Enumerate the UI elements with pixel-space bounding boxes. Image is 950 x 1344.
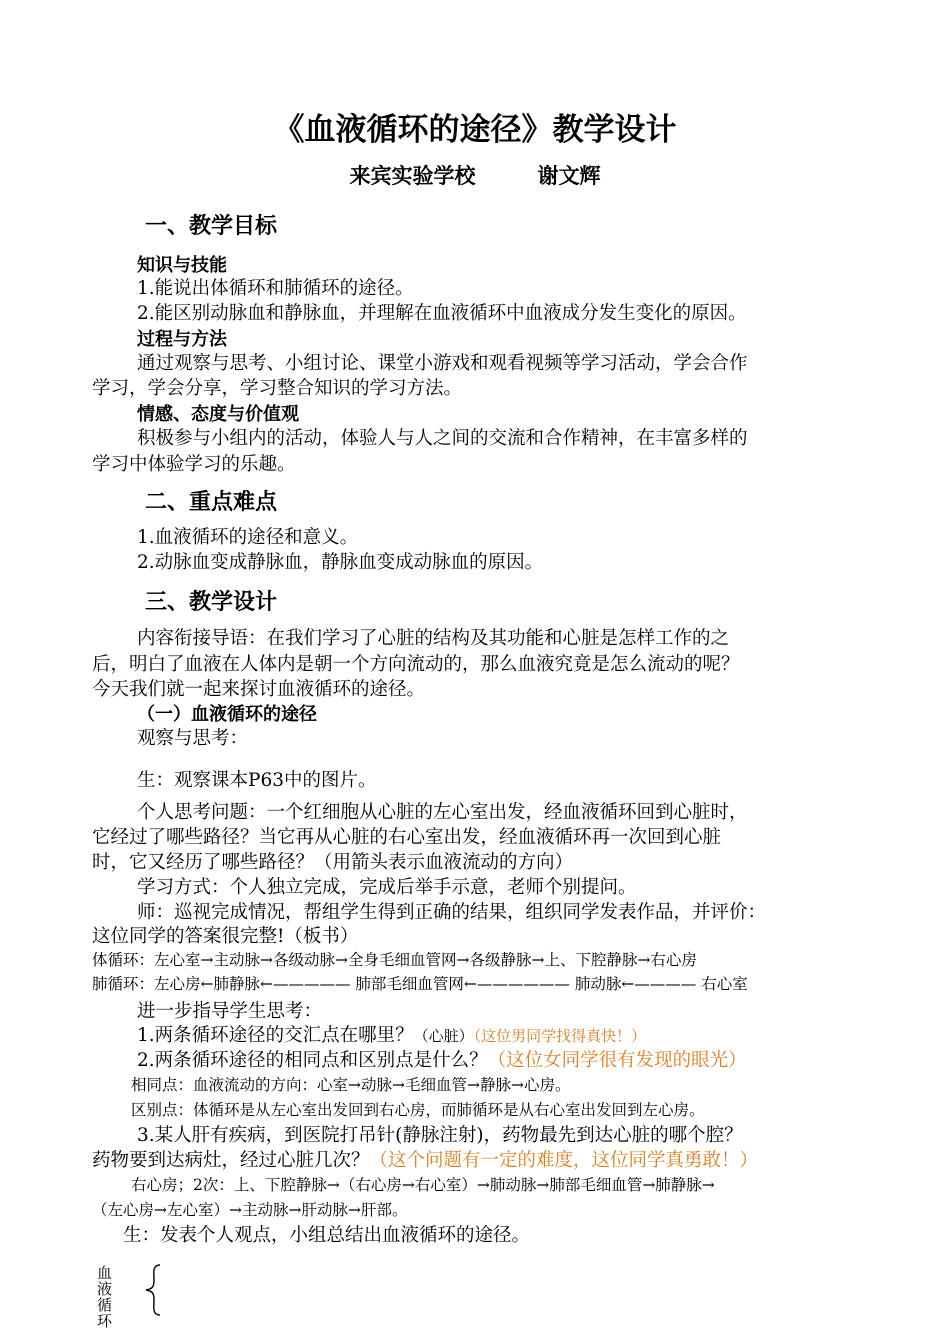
question-1 (137, 1021, 646, 1047)
answer-3-line-1: 右心房；2次：上、下腔静脉→（右心房→右心室）→肺动脉→肺部毛细血管→肺静脉→ (131, 1176, 715, 1194)
question-3b (92, 1146, 758, 1172)
further-guidance: 进一步指导学生思考： (137, 1001, 323, 1022)
process-text-2: 学习，学会分享，学习整合知识的学习方法。 (92, 378, 463, 399)
question-2 (137, 1046, 747, 1072)
think-text-3: 时，它又经历了哪些路径？（用箭头表示血液流动的方向） (92, 852, 574, 873)
key-point-2: 2.动脉血变成静脉血，静脉血变成动脉血的原因。 (137, 552, 544, 573)
school-name: 来宾实验学校 (349, 163, 476, 188)
section-heading-goals: 一、教学目标 (145, 213, 278, 239)
question-3-praise: （这个问题有一定的难度，这位同学真勇敢！） (369, 1150, 759, 1171)
document-byline (0, 160, 950, 190)
difference-point: 区别点：体循环是从左心室出发回到右心房，而肺循环是从右心室出发回到左心房。 (131, 1101, 705, 1119)
subheading-emotion: 情感、态度与价值观 (137, 404, 299, 425)
question-1-praise: （这位男同学找得真快！） (473, 1027, 647, 1045)
vertical-label-blood-circulation: 血 液 循 环 (97, 1264, 113, 1330)
method-text: 学习方式：个人独立完成，完成后举手示意，老师个别提问。 (137, 877, 637, 898)
emotion-text-1: 积极参与小组内的活动，体验人与人之间的交流和合作精神，在丰富多样的 (137, 428, 748, 449)
subheading-process: 过程与方法 (137, 329, 227, 350)
intro-text-3: 今天我们就一起来探讨血液循环的途径。 (92, 679, 426, 700)
observe-label: 观察与思考： (137, 728, 249, 749)
author-name: 谢文辉 (537, 163, 601, 188)
question-3a: 3.某人肝有疾病，到医院打吊针(静脉注射)，药物最先到达心脏的哪个腔？ (137, 1125, 743, 1146)
think-text-2: 它经过了哪些路径？当它再从心脏的右心室出发，经血液循环再一次回到心脏 (92, 827, 722, 848)
section-heading-key-points: 二、重点难点 (145, 489, 278, 515)
key-point-1: 1.血液循环的途径和意义。 (137, 527, 359, 548)
intro-text-1: 内容衔接导语：在我们学习了心脏的结构及其功能和心脏是怎样工作的之 (137, 628, 730, 649)
same-point: 相同点：血液流动的方向：心室→动脉→毛细血管→静脉→心房。 (131, 1076, 571, 1094)
section-heading-design: 三、教学设计 (145, 589, 278, 615)
question-1-text: 1.两条循环途径的交汇点在哪里？ (137, 1025, 414, 1046)
teacher-text-1: 师：巡视完成情况，帮组学生得到正确的结果，组织同学发表作品，并评价： (137, 902, 767, 923)
question-1-answer: （心脏） (413, 1027, 474, 1045)
pulmonary-circulation-path: 肺循环：左心房←肺静脉←————— 肺部毛细血管网←—————— 肺动脉←———— 右心室 (92, 975, 748, 993)
left-brace-icon (142, 1263, 164, 1317)
student-observe: 生：观察课本P63中的图片。 (137, 770, 377, 791)
student-summary: 生：发表个人观点，小组总结出血液循环的途径。 (123, 1225, 531, 1246)
answer-3-line-2: （左心房→左心室）→主动脉→肝动脉→肝部。 (92, 1201, 408, 1219)
question-2-text: 2.两条循环途径的相同点和区别点是什么？ (137, 1050, 488, 1071)
knowledge-item-2: 2.能区别动脉血和静脉血，并理解在血液循环中血液成分发生变化的原因。 (137, 303, 747, 324)
process-text-1: 通过观察与思考、小组讨论、课堂小游戏和观看视频等学习活动，学会合作 (137, 353, 748, 374)
subheading-knowledge: 知识与技能 (137, 255, 227, 276)
systemic-circulation-path: 体循环：左心室→主动脉→各级动脉→全身毛细血管网→各级静脉→上、下腔静脉→右心房 (92, 951, 697, 969)
document-title: 《血液循环的途径》教学设计 (273, 112, 677, 148)
intro-text-2: 后，明白了血液在人体内是朝一个方向流动的，那么血液究竟是怎么流动的呢？ (92, 654, 740, 675)
knowledge-item-1: 1.能说出体循环和肺循环的途径。 (137, 278, 414, 299)
teacher-text-2: 这位同学的答案很完整!（板书） (92, 926, 359, 947)
question-3b-text: 药物要到达病灶，经过心脏几次？ (92, 1150, 370, 1171)
think-text-1: 个人思考问题：一个红细胞从心脏的左心室出发，经血液循环回到心脏时， (137, 802, 748, 823)
emotion-text-2: 学习中体验学习的乐趣。 (92, 454, 296, 475)
question-2-praise: （这位女同学很有发现的眼光） (487, 1050, 747, 1071)
subsection-heading-1: （一）血液循环的途径 (137, 704, 317, 725)
